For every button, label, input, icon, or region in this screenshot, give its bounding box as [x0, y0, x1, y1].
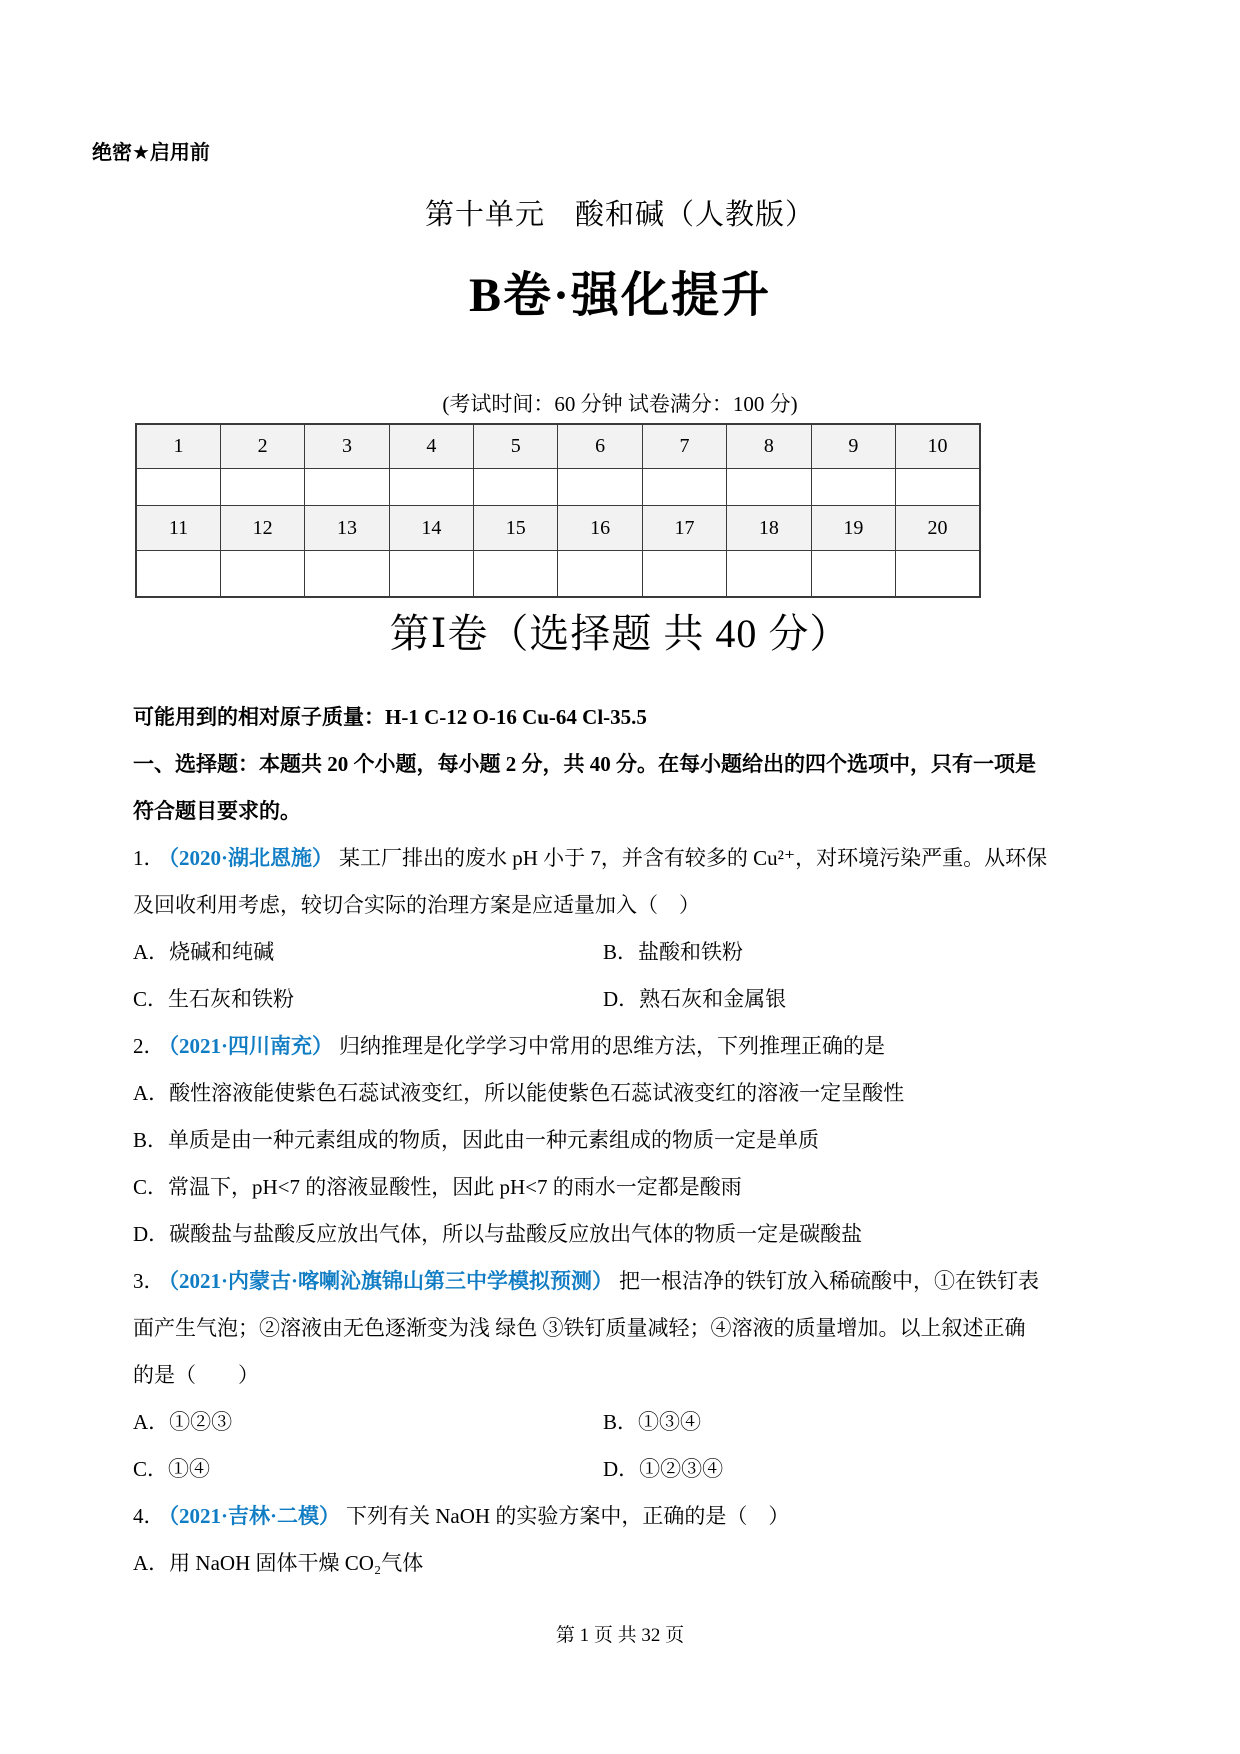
- answer-blank-cell: [474, 551, 558, 598]
- answer-number-cell: 16: [558, 506, 642, 551]
- answer-blank-cell: [896, 551, 980, 598]
- answer-blank-cell: [136, 469, 220, 506]
- answer-number-cell: 12: [220, 506, 304, 551]
- atomic-mass-line: 可能用到的相对原子质量：H-1 C-12 O-16 Cu-64 Cl-35.5: [133, 705, 647, 729]
- answer-blank-cell: [220, 551, 304, 598]
- answer-number-cell: 15: [474, 506, 558, 551]
- q2-option-a: A．酸性溶液能使紫色石蕊试液变红，所以能使紫色石蕊试液变红的溶液一定呈酸性: [133, 1081, 905, 1105]
- q3-stem-text-1: 把一根洁净的铁钉放入稀硫酸中，①在铁钉表: [619, 1269, 1040, 1293]
- exam-info: (考试时间：60 分钟 试卷满分：100 分): [442, 392, 798, 416]
- classification-label: 绝密★启用前: [92, 142, 210, 164]
- answer-number-cell: 14: [389, 506, 473, 551]
- q3-stem-line-2: 面产生气泡；②溶液由无色逐渐变为浅 绿色 ③铁钉质量减轻；④溶液的质量增加。以上叙述正确: [133, 1316, 1026, 1340]
- answer-blank-cell: [896, 469, 980, 506]
- q3-number: 3．: [133, 1269, 165, 1293]
- answer-number-cell: 18: [727, 506, 811, 551]
- q1-option-row-2: [133, 976, 1111, 1023]
- q3-option-c: C．①④: [133, 1457, 211, 1481]
- answer-number-row-2: [136, 506, 980, 551]
- page-footer: 第 1 页 共 32 页: [555, 1625, 685, 1646]
- answer-blank-cell: [305, 551, 389, 598]
- q1-option-b: B．盐酸和铁粉: [603, 940, 744, 964]
- q3-stem-line-1: [133, 1258, 1111, 1305]
- q2-number: 2．: [133, 1034, 165, 1058]
- q3-option-a: A．①②③: [133, 1410, 233, 1434]
- answer-blank-cell: [811, 551, 895, 598]
- answer-number-cell: 6: [558, 424, 642, 469]
- answer-number-cell: 7: [642, 424, 726, 469]
- answer-blank-cell: [389, 551, 473, 598]
- q2-option-c: C．常温下，pH<7 的溶液显酸性，因此 pH<7 的雨水一定都是酸雨: [133, 1175, 742, 1199]
- answer-blank-cell: [727, 469, 811, 506]
- q3-source: （2021·内蒙古·喀喇沁旗锦山第三中学模拟预测）: [168, 1269, 614, 1293]
- answer-number-cell: 19: [811, 506, 895, 551]
- answer-number-cell: 1: [136, 424, 220, 469]
- answer-blank-cell: [558, 469, 642, 506]
- answer-blank-cell: [305, 469, 389, 506]
- q1-stem-text-1: 某工厂排出的废水 pH 小于 7，并含有较多的 Cu²⁺，对环境污染严重。从环保: [339, 846, 1048, 870]
- q1-stem-line-2: 及回收利用考虑，较切合实际的治理方案是应适量加入（ ）: [133, 893, 700, 917]
- q1-source: （2020·湖北恩施）: [168, 846, 334, 870]
- answer-number-cell: 5: [474, 424, 558, 469]
- answer-number-cell: 4: [389, 424, 473, 469]
- paper-title: B卷·强化提升: [468, 269, 772, 322]
- answer-number-cell: 9: [811, 424, 895, 469]
- answer-number-cell: 3: [305, 424, 389, 469]
- answer-number-cell: 8: [727, 424, 811, 469]
- q4-stem-text: 下列有关 NaOH 的实验方案中，正确的是（ ）: [346, 1504, 790, 1528]
- q2-stem-line: [133, 1023, 1111, 1070]
- answer-number-cell: 2: [220, 424, 304, 469]
- q2-stem-text: 归纳推理是化学学习中常用的思维方法，下列推理正确的是: [339, 1034, 886, 1058]
- answer-blank-cell: [474, 469, 558, 506]
- answer-blank-cell: [220, 469, 304, 506]
- q1-number: 1．: [133, 846, 165, 870]
- answer-number-cell: 13: [305, 506, 389, 551]
- answer-blank-cell: [136, 551, 220, 598]
- q3-option-row-1: [133, 1399, 1111, 1446]
- answer-blank-row-1: [136, 469, 980, 506]
- answer-blank-cell: [642, 551, 726, 598]
- q4-source: （2021·吉林·二模）: [168, 1504, 341, 1528]
- q2-source: （2021·四川南充）: [168, 1034, 334, 1058]
- q1-option-c: C．生石灰和铁粉: [133, 987, 295, 1011]
- instruction-line-1: 一、选择题：本题共 20 个小题，每小题 2 分，共 40 分。在每小题给出的四个选项中，只有一项是: [133, 752, 1036, 776]
- answer-blank-cell: [389, 469, 473, 506]
- q3-option-row-2: [133, 1446, 1111, 1493]
- instruction-line-2: 符合题目要求的。: [133, 799, 301, 823]
- q1-stem-line-1: [133, 835, 1111, 882]
- q1-option-d: D．熟石灰和金属银: [603, 987, 787, 1011]
- q3-option-b: B．①③④: [603, 1410, 702, 1434]
- q4-number: 4．: [133, 1504, 165, 1528]
- answer-number-row-1: [136, 424, 980, 469]
- answer-number-cell: 20: [896, 506, 980, 551]
- section-1-title: 第Ⅰ卷（选择题 共 40 分）: [389, 611, 851, 656]
- q1-option-a: A．烧碱和纯碱: [133, 940, 275, 964]
- unit-title: 第十单元 酸和碱（人教版）: [424, 199, 815, 231]
- answer-number-cell: 17: [642, 506, 726, 551]
- answer-blank-cell: [727, 551, 811, 598]
- q3-option-d: D．①②③④: [603, 1457, 724, 1481]
- q4-stem-line: [133, 1493, 1111, 1540]
- q1-option-row-1: [133, 929, 1111, 976]
- answer-blank-cell: [811, 469, 895, 506]
- answer-sheet-table: [135, 423, 981, 598]
- question-body: [133, 694, 1111, 1587]
- answer-blank-cell: [642, 469, 726, 506]
- q3-stem-line-3: 的是（ ）: [133, 1363, 259, 1387]
- answer-number-cell: 10: [896, 424, 980, 469]
- answer-blank-cell: [558, 551, 642, 598]
- q4-option-a: A．用 NaOH 固体干燥 CO₂气体: [133, 1551, 424, 1575]
- answer-number-cell: 11: [136, 506, 220, 551]
- answer-blank-row-2: [136, 551, 980, 598]
- q2-option-d: D．碳酸盐与盐酸反应放出气体，所以与盐酸反应放出气体的物质一定是碳酸盐: [133, 1222, 863, 1246]
- q2-option-b: B．单质是由一种元素组成的物质，因此由一种元素组成的物质一定是单质: [133, 1128, 820, 1152]
